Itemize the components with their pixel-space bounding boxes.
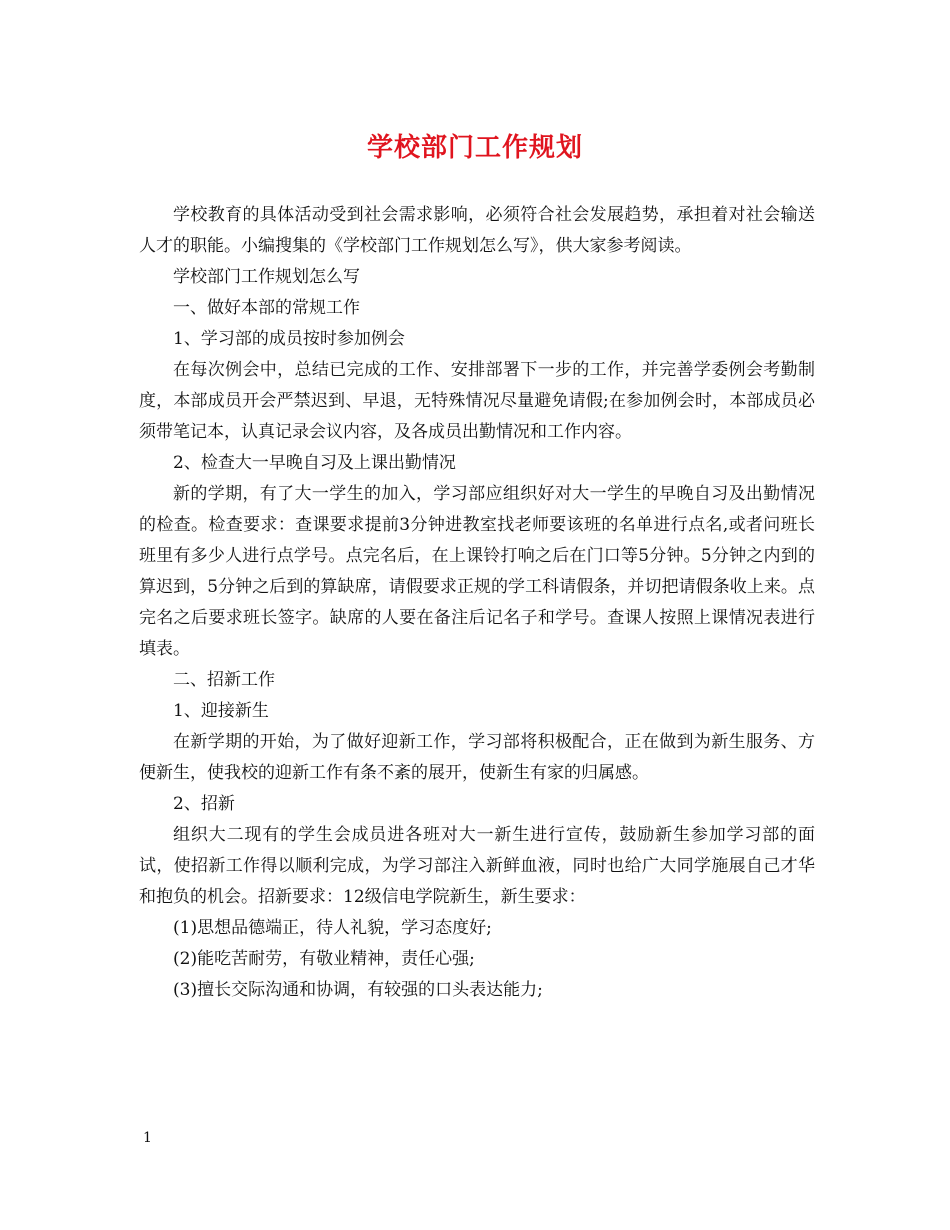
subsection-heading-2-2: 2、招新: [173, 794, 235, 814]
subsection-heading-1-2: 2、检查大一早晚自习及上课出勤情况: [173, 453, 456, 473]
subsection-heading-2-1: 1、迎接新生: [173, 701, 269, 721]
paragraph-intro: 学校教育的具体活动受到社会需求影响，必须符合社会发展趋势，承担着对社会输送人才的职能。小编搜集的《学校部门工作规划怎么写》，供大家参考阅读。: [139, 205, 815, 256]
paragraph-meeting: 在每次例会中，总结已完成的工作、安排部署下一步的工作，并完善学委例会考勤制度，本部成员开会严禁迟到、早退，无特殊情况尽量避免请假;在参加例会时，本部成员必须带笔记本，认真记录会议内容，及各成员出勤情况和工作内容。: [139, 360, 815, 442]
section-heading-2: 二、招新工作: [173, 670, 275, 690]
subsection-heading-1-1: 1、学习部的成员按时参加例会: [173, 329, 405, 349]
paragraph-welcome: 在新学期的开始，为了做好迎新工作，学习部将积极配合，正在做到为新生服务、方便新生，使我校的迎新工作有条不紊的展开，使新生有家的归属感。: [139, 732, 815, 783]
list-item-requirement-3: (3)擅长交际沟通和协调，有较强的口头表达能力;: [173, 980, 543, 1000]
paragraph-subtitle: 学校部门工作规划怎么写: [173, 267, 360, 287]
page-number: 1: [143, 1130, 152, 1146]
list-item-requirement-1: (1)思想品德端正，待人礼貌，学习态度好;: [173, 918, 492, 938]
paragraph-attendance-check: 新的学期，有了大一学生的加入，学习部应组织好对大一学生的早晚自习及出勤情况的检查。检查要求：查课要求提前3分钟进教室找老师要该班的名单进行点名,或者问班长班里有多少人进行点学号。点完名后，在上课铃打响之后在门口等5分钟。5分钟之内到的算迟到，5分钟之后到的算缺席，请假要求正规的学工科请假条，并切把请假条收上来。点完名之后要求班长签字。缺席的人要在备注后记名子和学号。查课人按照上课情况表进行填表。: [139, 484, 815, 659]
list-item-requirement-2: (2)能吃苦耐劳，有敬业精神，责任心强;: [173, 949, 475, 969]
paragraph-recruitment: 组织大二现有的学生会成员进各班对大一新生进行宣传，鼓励新生参加学习部的面试，使招新工作得以顺利完成，为学习部注入新鲜血液，同时也给广大同学施展自己才华和抱负的机会。招新要求：12级信电学院新生，新生要求：: [139, 825, 815, 907]
document-body: [139, 200, 815, 1006]
section-heading-1: 一、做好本部的常规工作: [173, 298, 360, 318]
document-title: 学校部门工作规划: [366, 133, 583, 163]
